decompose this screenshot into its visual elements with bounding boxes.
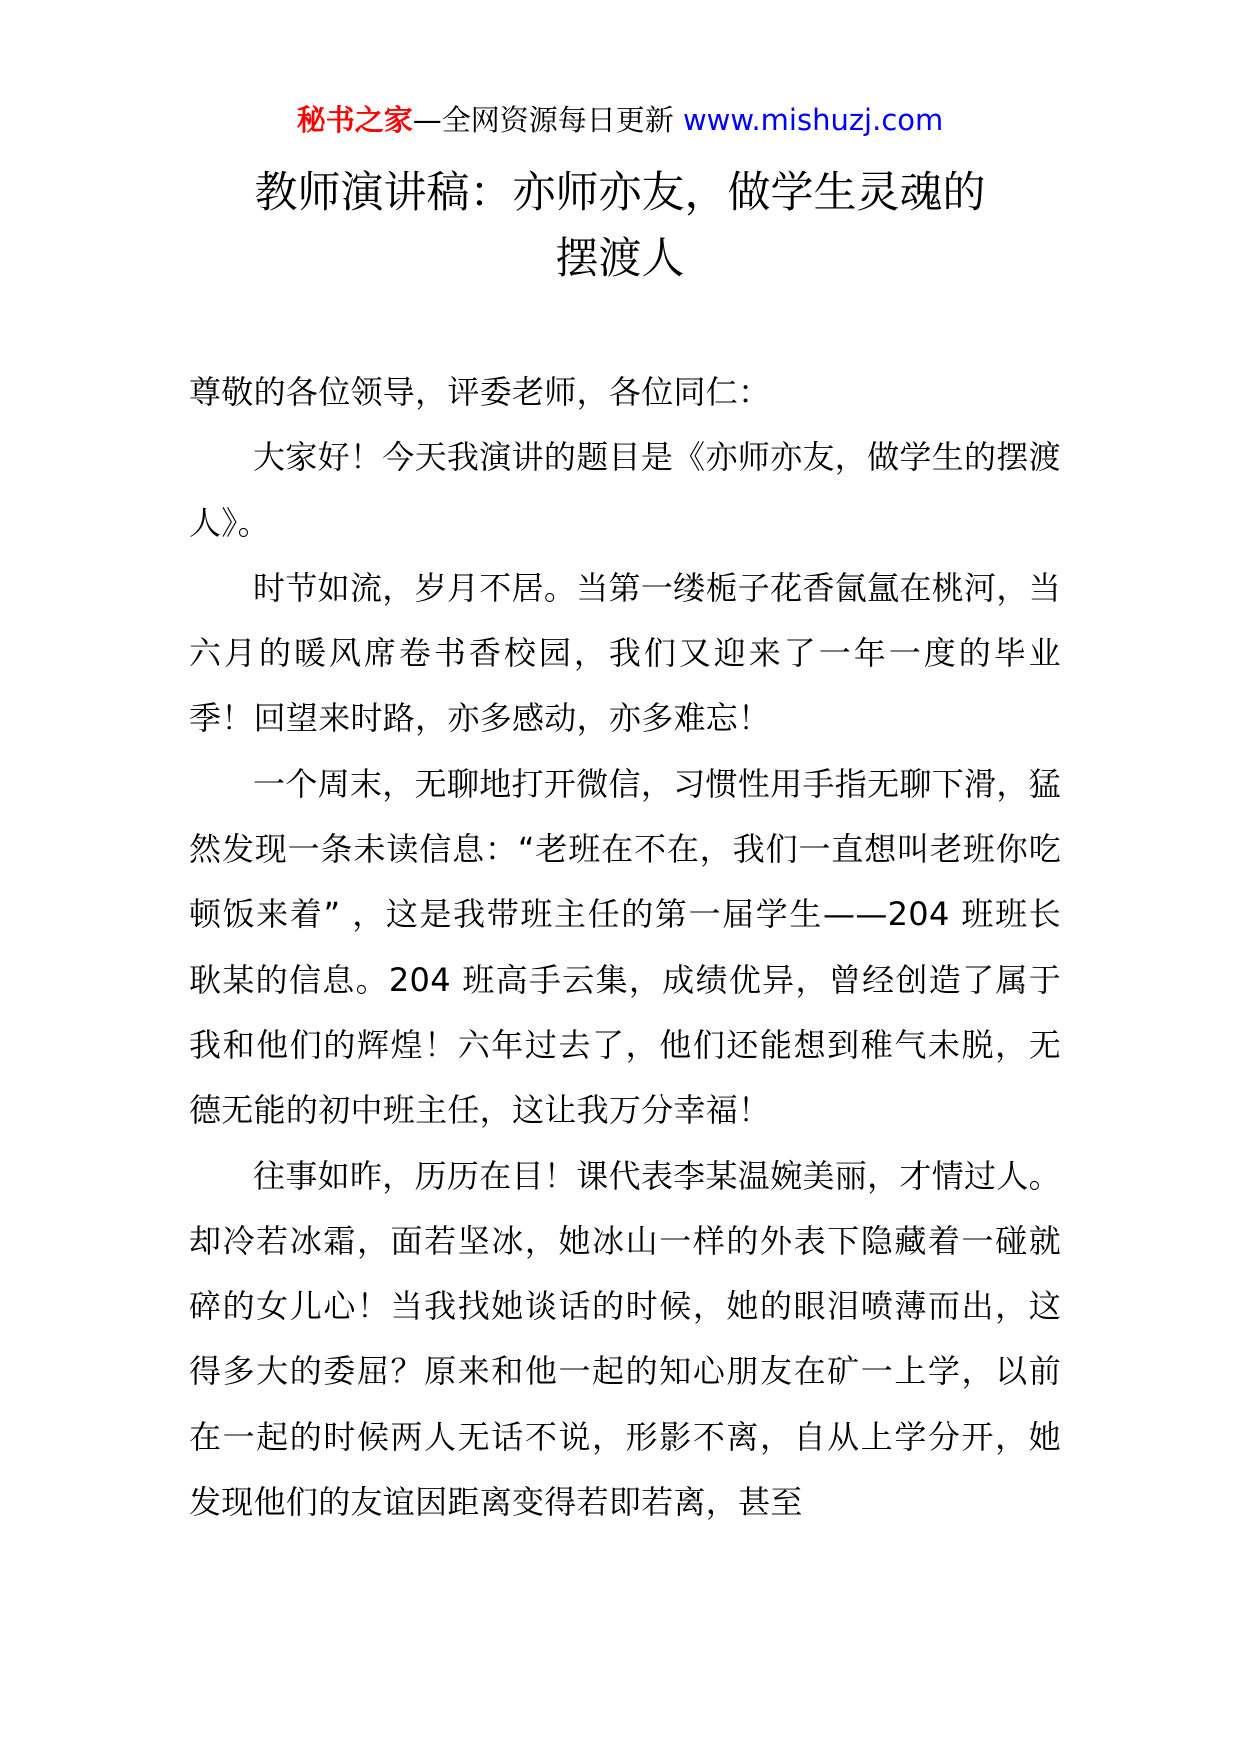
- brand-name: 秘书之家: [296, 103, 413, 137]
- document-body: [189, 360, 1061, 1535]
- paragraph-4: 往事如昨，历历在目！课代表李某温婉美丽，才情过人。却冷若冰霜，面若坚冰，她冰山一样的外表下隐藏着一碰就碎的女儿心！当我找她谈话的时候，她的眼泪喷薄而出，这得多大的委屈？原来和他一起的知心朋友在矿一上学，以前在一起的时候两人无话不说，形影不离，自从上学分开，她发现他们的友谊因距离变得若即若离，甚至: [189, 1156, 1061, 1522]
- site-header: [0, 100, 1240, 140]
- salutation: 尊敬的各位领导，评委老师，各位同仁：: [189, 373, 771, 411]
- document-title: [160, 160, 1080, 292]
- header-slogan: —全网资源每日更新: [412, 103, 674, 137]
- site-url-link[interactable]: www.mishuzj.com: [682, 103, 944, 137]
- title-line-2: 摆渡人: [555, 234, 685, 284]
- paragraph-1: 大家好！今天我演讲的题目是《亦师亦友，做学生的摆渡人》。: [189, 438, 1061, 542]
- paragraph-2: 时节如流，岁月不居。当第一缕栀子花香氤氲在桃河，当六月的暖风席卷书香校园，我们又迎来了一年一度的毕业季！回望来时路，亦多感动，亦多难忘！: [189, 568, 1061, 738]
- title-line-1: 教师演讲稿：亦师亦友，做学生灵魂的: [254, 168, 986, 218]
- paragraph-3: 一个周末，无聊地打开微信，习惯性用手指无聊下滑，猛然发现一条未读信息：“老班在不在，我们一直想叫老班你吃顿饭来着” ，这是我带班主任的第一届学生——204 班班长耿某的信息。204 班高手云集，成绩优异，曾经创造了属于我和他们的辉煌！六年过去了，他们还能想到稚气未脱，无德无能的初中班主任，这让我万分幸福！: [189, 764, 1061, 1130]
